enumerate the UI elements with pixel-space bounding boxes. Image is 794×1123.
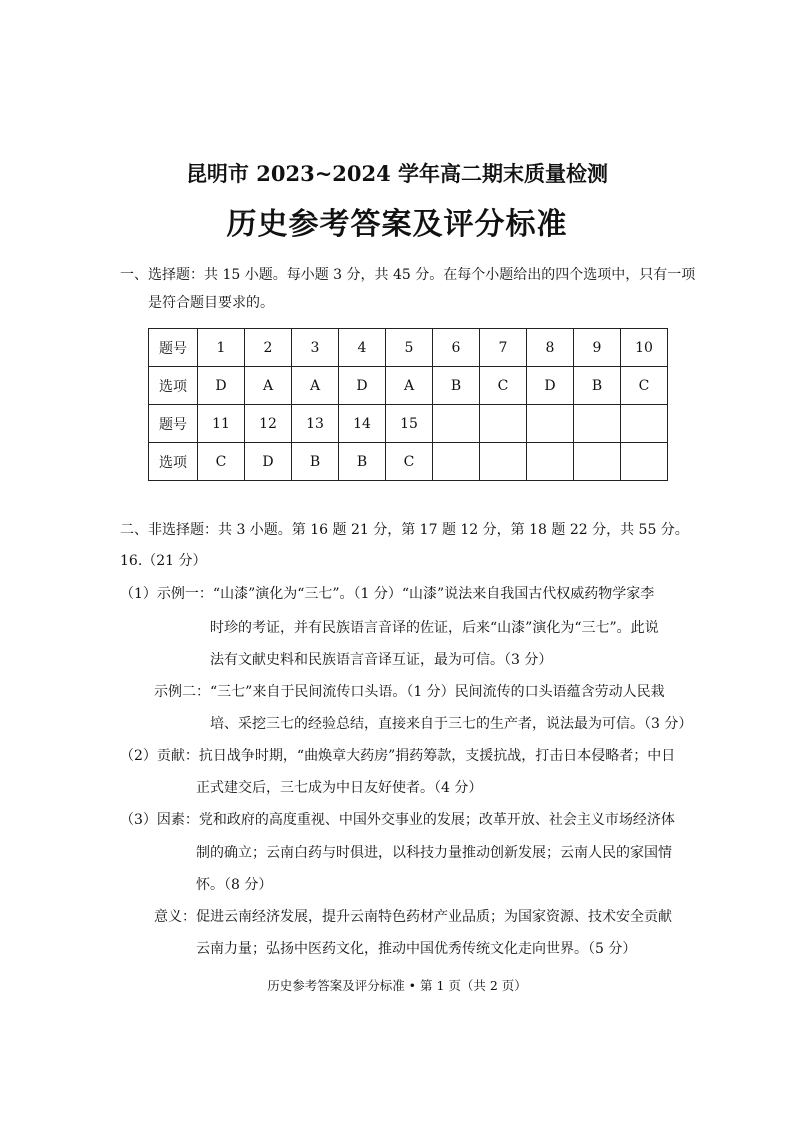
table-cell: B bbox=[574, 367, 621, 405]
table-cell: 13 bbox=[292, 405, 339, 443]
table-cell bbox=[480, 443, 527, 481]
table-cell: C bbox=[621, 367, 668, 405]
table-cell bbox=[574, 405, 621, 443]
table-cell: A bbox=[245, 367, 292, 405]
section1-heading: 一、选择题：共 15 小题。每小题 3 分，共 45 分。在每个小题给出的四个选项中，只有一项 bbox=[120, 267, 696, 283]
table-row bbox=[149, 329, 668, 367]
table-row-header: 题号 bbox=[149, 405, 198, 443]
table-cell bbox=[433, 405, 480, 443]
table-cell: 1 bbox=[198, 329, 245, 367]
answer-3-factors-cont2: 怀。（8 分） bbox=[196, 877, 273, 893]
table-cell: 8 bbox=[527, 329, 574, 367]
table-cell: B bbox=[339, 443, 386, 481]
table-cell: 10 bbox=[621, 329, 668, 367]
table-cell bbox=[574, 443, 621, 481]
section2-heading: 二、非选择题：共 3 小题。第 16 题 21 分，第 17 题 12 分，第 18 题 22 分，共 55 分。 bbox=[120, 522, 689, 538]
table-cell: 7 bbox=[480, 329, 527, 367]
table-cell: B bbox=[433, 367, 480, 405]
table-cell: B bbox=[292, 443, 339, 481]
answer-1-example-1-cont2: 法有文献史料和民族语言音译互证，最为可信。（3 分） bbox=[210, 652, 553, 668]
table-cell: 3 bbox=[292, 329, 339, 367]
table-cell: 15 bbox=[386, 405, 433, 443]
table-cell: 2 bbox=[245, 329, 292, 367]
table-cell: A bbox=[386, 367, 433, 405]
table-cell: 9 bbox=[574, 329, 621, 367]
table-cell: 4 bbox=[339, 329, 386, 367]
table-cell bbox=[621, 405, 668, 443]
answer-2-contribution: （2）贡献：抗日战争时期，“曲焕章大药房”捐药筹款，支援抗战，打击日本侵略者；中日 bbox=[120, 748, 676, 764]
table-cell: C bbox=[386, 443, 433, 481]
answer-2-contribution-cont: 正式建交后，三七成为中日友好使者。（4 分） bbox=[196, 780, 483, 796]
table-cell: 12 bbox=[245, 405, 292, 443]
table-cell bbox=[527, 405, 574, 443]
answer-1-example-2: 示例二：“三七”来自于民间流传口头语。（1 分）民间流传的口头语蕴含劳动人民栽 bbox=[154, 684, 665, 700]
table-cell: A bbox=[292, 367, 339, 405]
table-cell: D bbox=[245, 443, 292, 481]
answer-1-example-1-cont: 时珍的考证，并有民族语言音译的佐证，后来“山漆”演化为“三七”。此说 bbox=[210, 620, 659, 636]
table-cell: D bbox=[198, 367, 245, 405]
table-cell: C bbox=[480, 367, 527, 405]
table-cell: 6 bbox=[433, 329, 480, 367]
answer-3-factors-cont: 制的确立；云南白药与时俱进，以科技力量推动创新发展；云南人民的家国情 bbox=[196, 845, 672, 861]
table-cell: 5 bbox=[386, 329, 433, 367]
answer-1-example-1: （1）示例一：“山漆”演化为“三七”。（1 分）“山漆”说法来自我国古代权威药物学家李 bbox=[120, 586, 655, 602]
answer-3-significance-cont: 云南力量；弘扬中医药文化，推动中国优秀传统文化走向世界。（5 分） bbox=[196, 941, 637, 957]
answer-3-factors: （3）因素：党和政府的高度重视、中国外交事业的发展；改革开放、社会主义市场经济体 bbox=[120, 812, 675, 828]
table-cell bbox=[621, 443, 668, 481]
answer-3-significance: 意义：促进云南经济发展，提升云南特色药材产业品质；为国家资源、技术安全贡献 bbox=[154, 909, 672, 925]
table-cell bbox=[433, 443, 480, 481]
document-subtitle: 历史参考答案及评分标准 bbox=[226, 207, 568, 242]
table-row-header: 选项 bbox=[149, 367, 198, 405]
answer-table bbox=[148, 328, 668, 481]
table-cell: C bbox=[198, 443, 245, 481]
answer-1-example-2-cont: 培、采挖三七的经验总结，直接来自于三七的生产者，说法最为可信。（3 分） bbox=[210, 716, 693, 732]
table-cell bbox=[527, 443, 574, 481]
document-title: 昆明市 2023~2024 学年高二期末质量检测 bbox=[185, 161, 609, 186]
question-16-heading: 16.（21 分） bbox=[120, 553, 207, 569]
page-footer: 历史参考答案及评分标准 • 第 1 页（共 2 页） bbox=[267, 978, 527, 993]
table-row bbox=[149, 405, 668, 443]
section1-heading-cont: 是符合题目要求的。 bbox=[148, 295, 274, 311]
table-cell bbox=[480, 405, 527, 443]
table-cell: D bbox=[527, 367, 574, 405]
table-cell: D bbox=[339, 367, 386, 405]
table-cell: 11 bbox=[198, 405, 245, 443]
table-row bbox=[149, 443, 668, 481]
table-row bbox=[149, 367, 668, 405]
table-cell: 14 bbox=[339, 405, 386, 443]
table-row-header: 选项 bbox=[149, 443, 198, 481]
table-row-header: 题号 bbox=[149, 329, 198, 367]
